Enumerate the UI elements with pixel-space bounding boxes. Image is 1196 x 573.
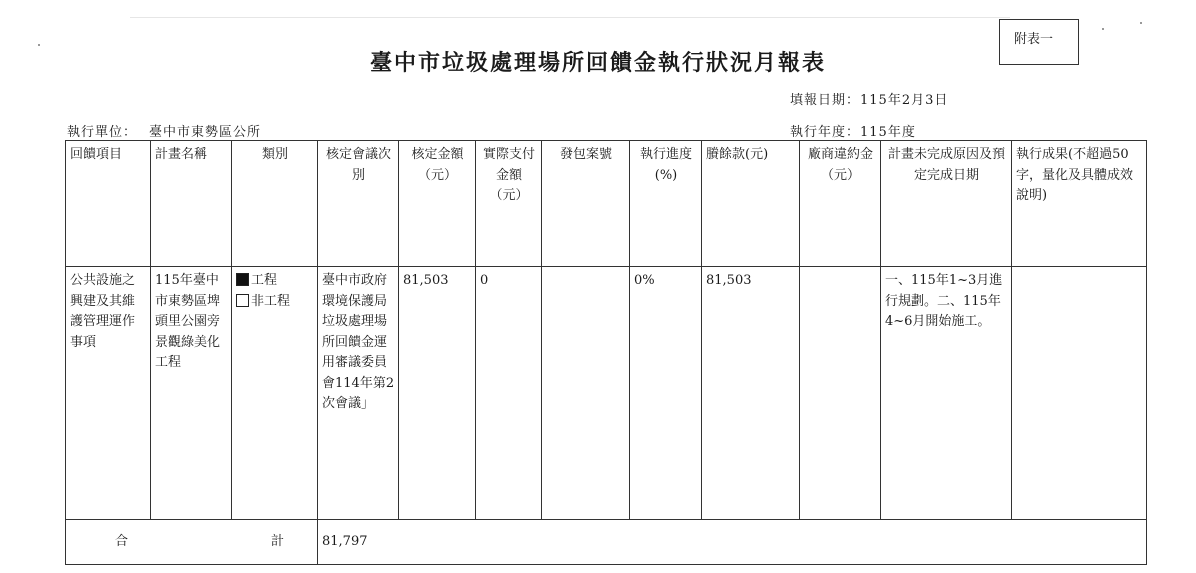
total-value: 81,797	[318, 520, 1147, 565]
table-row	[66, 267, 1147, 520]
report-table	[65, 140, 1147, 565]
attachment-label: 附表一	[999, 19, 1079, 65]
cell-category	[232, 267, 318, 520]
header-cell: 類別	[232, 141, 318, 267]
header-cell: 計畫名稱	[151, 141, 232, 267]
executing-unit-label: 執行單位：	[67, 125, 138, 140]
cell-paid-amount: 0	[476, 267, 542, 520]
header-cell: 實際支付金額（元）	[476, 141, 542, 267]
header-cell: 執行進度(%)	[630, 141, 702, 267]
cell-remaining: 81,503	[702, 267, 800, 520]
total-row	[66, 520, 1147, 565]
header-cell: 廠商違約金（元）	[800, 141, 881, 267]
cell-reason: 一、115年1~3月進行規劃。二、115年4~6月開始施工。	[881, 267, 1012, 520]
header-cell: 回饋項目	[66, 141, 151, 267]
scan-speck	[1140, 22, 1142, 24]
cell-plan: 115年臺中市東勢區埤頭里公園旁景觀綠美化工程	[151, 267, 232, 520]
header-cell: 核定金額（元）	[399, 141, 476, 267]
cell-item: 公共設施之興建及其維護管理運作事項	[66, 267, 151, 520]
executing-unit	[67, 121, 261, 140]
header-cell: 發包案號	[542, 141, 630, 267]
category-option-label: 工程	[251, 273, 278, 288]
category-option-label: 非工程	[251, 293, 291, 309]
total-label-part: 計	[270, 533, 284, 549]
total-label	[66, 520, 318, 565]
cell-result	[1012, 267, 1147, 520]
fill-date: 填報日期：115年2月3日	[790, 93, 949, 108]
cell-approved-amount: 81,503	[399, 267, 476, 520]
unchecked-checkbox-icon	[236, 294, 249, 307]
category-option-engineering	[236, 271, 314, 292]
header-cell: 計畫未完成原因及預定完成日期	[881, 141, 1012, 267]
checked-checkbox-icon	[236, 273, 249, 286]
cell-progress: 0%	[630, 267, 702, 520]
header-cell: 賸餘款(元)	[702, 141, 800, 267]
scan-top-rule	[130, 17, 1010, 18]
scan-speck	[1102, 28, 1104, 30]
header-cell: 核定會議次別	[318, 141, 399, 267]
cell-penalty	[800, 267, 881, 520]
cell-contract-no	[542, 267, 630, 520]
cell-meeting: 臺中市政府環境保護局垃圾處理場所回饋金運用審議委員會114年第2次會議」	[318, 267, 399, 520]
total-label-part: 合	[115, 533, 129, 549]
report-title: 臺中市垃圾處理場所回饋金執行狀況月報表	[369, 50, 826, 76]
executing-unit-value: 臺中市東勢區公所	[149, 125, 262, 140]
header-cell: 執行成果(不超過50字，量化及具體成效說明)	[1012, 141, 1147, 267]
category-option-non-engineering	[236, 292, 314, 313]
header-row	[66, 141, 1147, 267]
execution-year: 執行年度：115年度	[790, 125, 916, 140]
